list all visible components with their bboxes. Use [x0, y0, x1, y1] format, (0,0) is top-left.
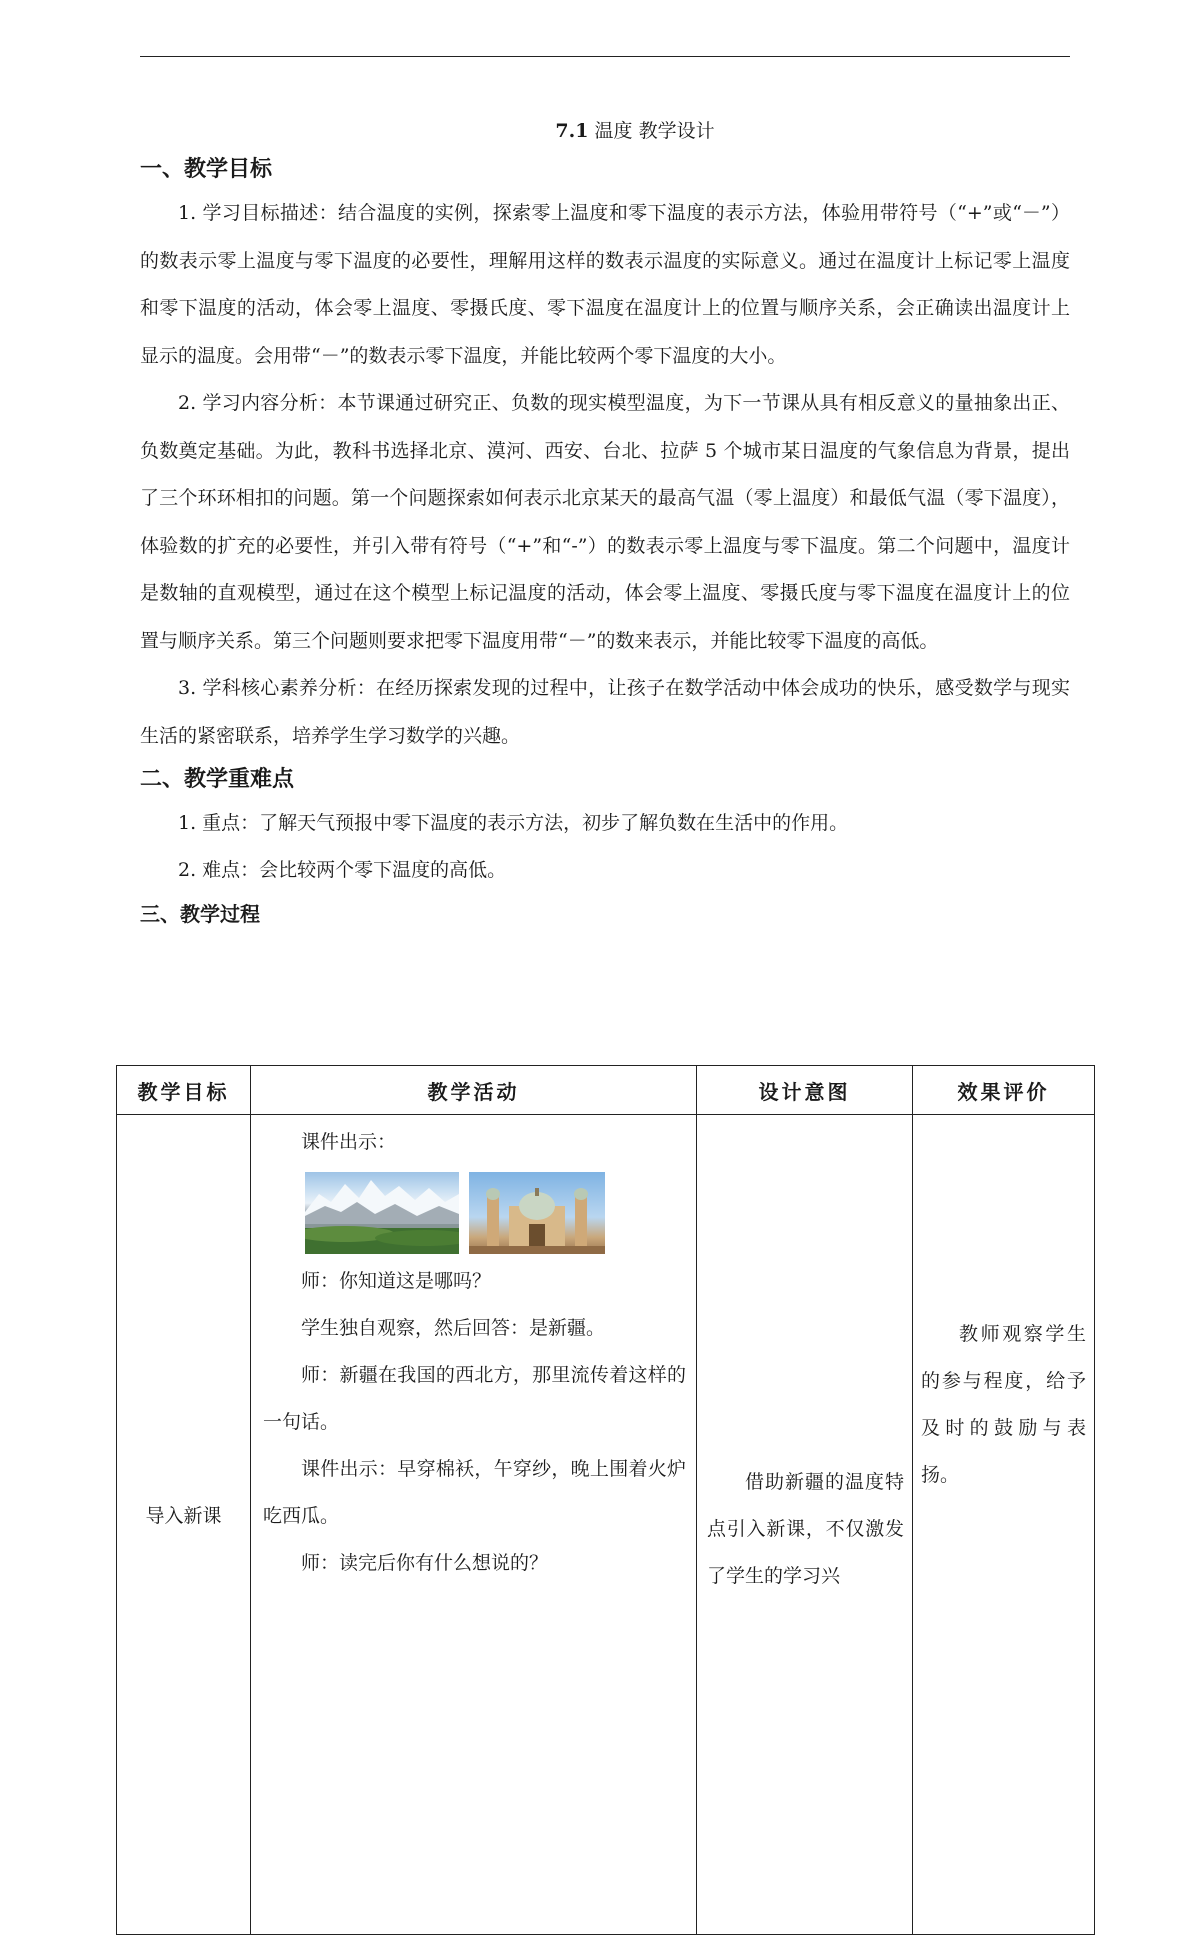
design-text: 借助新疆的温度特点引入新课，不仅激发了学生的学习兴 — [707, 1471, 904, 1587]
page-title — [0, 116, 1200, 146]
evaluation-text: 教师观察学生的参与程度，给予及时的鼓励与表扬。 — [921, 1323, 1086, 1486]
courseware-images — [305, 1172, 686, 1254]
cell-goal — [117, 1115, 251, 1935]
activity-line: 学生独自观察，然后回答：是新疆。 — [301, 1317, 606, 1339]
teaching-process-table — [116, 1065, 1095, 1935]
section-heading-keypoints: 二、教学重难点 — [140, 767, 295, 792]
section-heading-process: 三、教学过程 — [140, 902, 260, 926]
mosque-image — [469, 1172, 605, 1254]
table-header-activity: 教学活动 — [251, 1066, 697, 1115]
activity-line: 师：读完后你有什么想说的？ — [301, 1552, 549, 1574]
header-rule — [140, 56, 1070, 57]
title-text: 温度 教学设计 — [594, 120, 715, 142]
keypoint-paragraph-2: 2. 难点：会比较两个零下温度的高低。 — [178, 859, 507, 881]
activity-line: 课件出示： — [301, 1131, 397, 1153]
objective-paragraph-2: 2. 学习内容分析：本节课通过研究正、负数的现实模型温度，为下一节课从具有相反意义的量抽象出正、负数奠定基础。为此，教科书选择北京、漠河、西安、台北、拉萨 5 个城市某日温度的气象信息为背景，提出了三个环环相扣的问题。第一个问题探索如何表示北京某天的最高气温（零上温度）和最低气温（零下温度），体验数的扩充的必要性，并引入带有符号（“+”和“-”）的数表示零上温度与零下温度。第二个问题中，温度计是数轴的直观模型，通过在这个模型上标记温度的活动，体会零上温度、零摄氏度与零下温度在温度计上的位置与顺序关系。第三个问题则要求把零下温度用带“－”的数来表示，并能比较零下温度的高低。 — [140, 392, 1070, 652]
activity-line: 师：你知道这是哪吗？ — [301, 1270, 492, 1292]
objective-paragraph-3: 3. 学科核心素养分析：在经历探索发现的过程中，让孩子在数学活动中体会成功的快乐，感受数学与现实生活的紧密联系，培养学生学习数学的兴趣。 — [140, 677, 1070, 747]
table-row — [117, 1115, 1095, 1935]
title-number: 7.1 — [555, 120, 589, 142]
cell-activity — [251, 1115, 697, 1935]
activity-line: 师：新疆在我国的西北方，那里流传着这样的一句话。 — [263, 1364, 686, 1433]
table-header-design: 设计意图 — [697, 1066, 913, 1115]
document-body — [140, 150, 1070, 934]
keypoint-paragraph-1: 1. 重点：了解天气预报中零下温度的表示方法，初步了解负数在生活中的作用。 — [178, 812, 849, 834]
activity-line: 课件出示：早穿棉袄，午穿纱，晚上围着火炉吃西瓜。 — [263, 1458, 686, 1527]
snow-mountain-image — [305, 1172, 459, 1254]
cell-evaluation — [913, 1115, 1095, 1935]
objective-paragraph-1: 1. 学习目标描述：结合温度的实例，探索零上温度和零下温度的表示方法，体验用带符号（“+”或“－”）的数表示零上温度与零下温度的必要性，理解用这样的数表示温度的实际意义。通过在温度计上标记零上温度和零下温度的活动，体会零上温度、零摄氏度、零下温度在温度计上的位置与顺序关系，会正确读出温度计上显示的温度。会用带“－”的数表示零下温度，并能比较两个零下温度的大小。 — [140, 202, 1070, 367]
section-heading-objectives: 一、教学目标 — [140, 157, 273, 182]
table-header-goal: 教学目标 — [117, 1066, 251, 1115]
goal-text: 导入新课 — [145, 1505, 222, 1527]
cell-design-intent — [697, 1115, 913, 1935]
table-header-evaluation: 效果评价 — [913, 1066, 1095, 1115]
table-header-row — [117, 1066, 1095, 1115]
